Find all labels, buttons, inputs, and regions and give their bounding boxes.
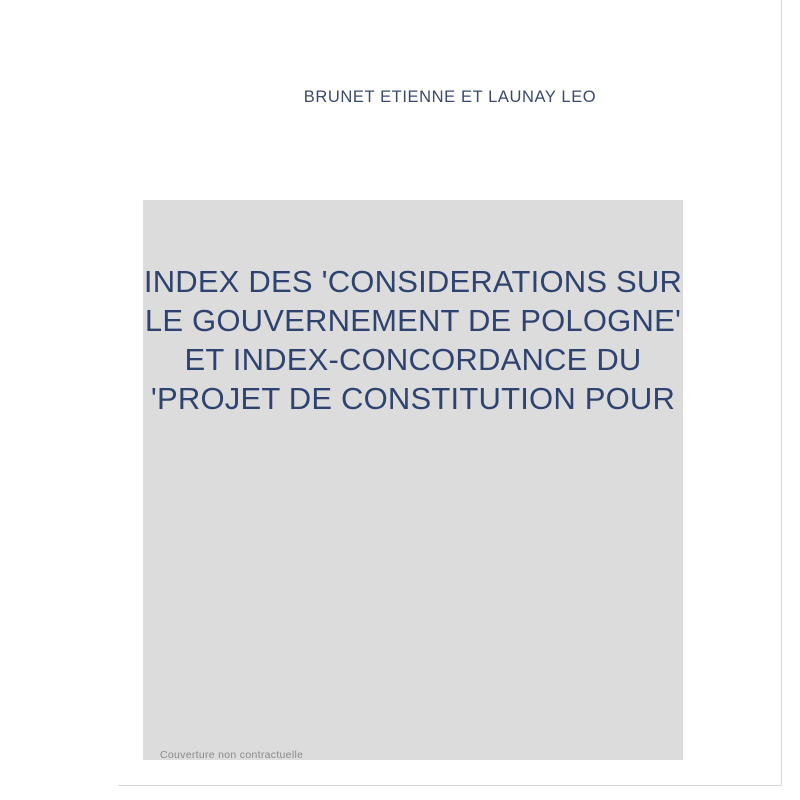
cover-disclaimer: Couverture non contractuelle [160,749,304,761]
author-name: BRUNET ETIENNE ET LAUNAY LEO [303,88,597,106]
book-title: INDEX DES 'CONSIDERATIONS SUR LE GOUVERNEMENT DE POLOGNE' ET INDEX-CONCORDANCE DU 'PROJET DE CONSTITUTION POUR [143,264,683,416]
